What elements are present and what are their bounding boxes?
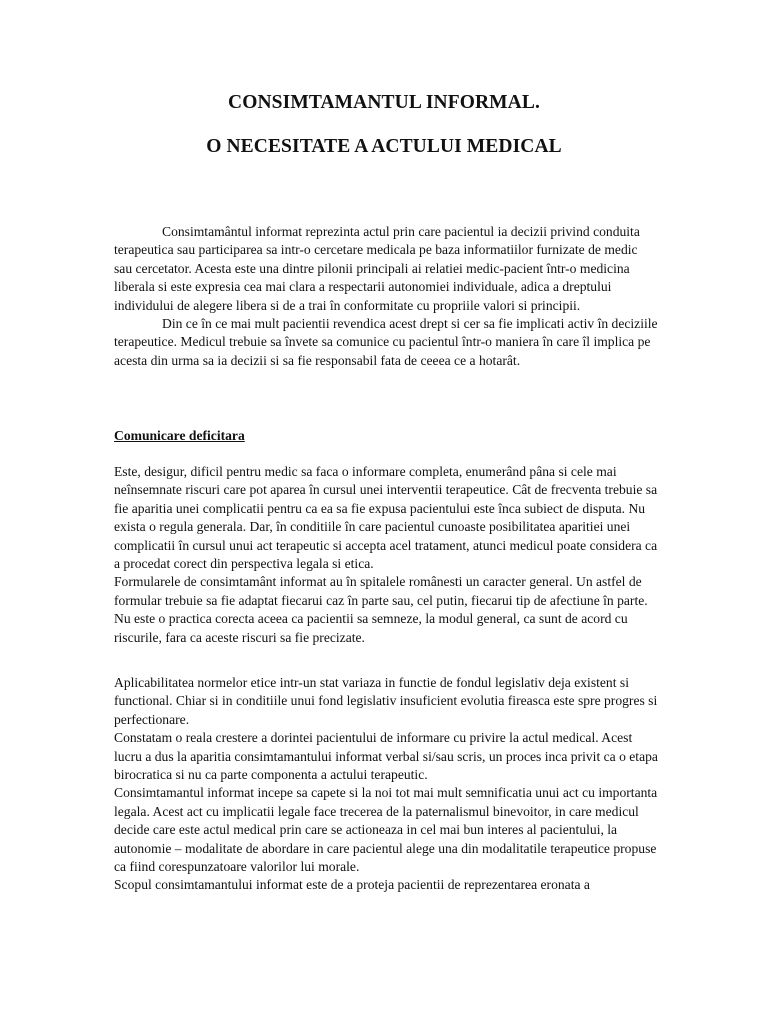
document-title-line-1: CONSIMTAMANTUL INFORMAL. [228,92,540,113]
section-paragraph-2: Formularele de consimtamânt informat au în spitalele românesti un caracter general. Un astfel de formular trebuie sa fie adaptat fiecarui caz în parte sau, cel putin, fiecarui tip de afectiune în parte. Nu este o practica corecta aceea ca pacientii sa semneze, la modul general, ca sunt de acord cu riscurile, fara ca aceste riscuri sa fie precizate. [114,574,648,645]
final-paragraph-3: Consimtamantul informat incepe sa capete si la noi tot mai mult semnificatia unui act cu importanta legala. Acest act cu implicatii legale face trecerea de la paternalismul binevoitor, in care medicul decide care este actul medical prin care se actioneaza in cel mai bun interes al pacientului, la autonomie – modalitate de abordare in care pacientul alege una din modalitatile terapeutice propuse ca fiind corespunzatoare valorilor lui morale. [114,785,658,875]
intro-paragraph-1: Consimtamântul informat reprezinta actul prin care pacientul ia decizii privind conduita terapeutica sau participarea sa intr-o cercetare medicala pe baza informatiilor furnizate de medic sau cercetator. Acesta este una dintre pilonii principali ai relatiei medic-pacient într-o medicina liberala si este expresia cea mai clara a respectarii autonomiei individuale, adica a dreptului individului de alegere libera si de a trai în conformitate cu propriile valori si principii. [114,224,640,313]
final-paragraph-2: Constatam o reala crestere a dorintei pacientului de informare cu privire la actul medical. Acest lucru a dus la aparitia consimtamantului informat verbal si/sau scris, un proces inca privit ca o etapa birocratica si nu ca parte componenta a actului terapeutic. [114,730,658,783]
final-paragraph-4: Scopul consimtamantului informat este de a proteja pacientii de reprezentarea eronata a [114,877,590,893]
section-heading: Comunicare deficitara [114,428,245,443]
section-body [114,463,659,647]
final-section [114,674,659,895]
intro-section [114,223,659,370]
document-title-line-2: O NECESITATE A ACTULUI MEDICAL [206,136,562,157]
final-paragraph-1: Aplicabilitatea normelor etice intr-un stat variaza in functie de fondul legislativ deja existent si functional. Chiar si in conditiile unui fond legislativ insuficient evolutia fireasca este spre progres si perfectionare. [114,675,658,727]
section-paragraph-1: Este, desigur, dificil pentru medic sa faca o informare completa, enumerând pâna si cele mai neînsemnate riscuri care pot aparea în cursul unei interventii terapeutice. Cât de frecventa trebuie sa fie aparitia unei complicatii pentru ca ea sa fie expusa pacientului este înca subiect de disputa. Nu exista o regula generala. Dar, în conditiile în care pacientul cunoaste posibilitatea aparitiei unei complicatii în cursul unui act terapeutic si accepta acel tratament, atunci medicul poate considera ca a procedat corect din perspectiva legala si etica. [114,464,658,572]
intro-paragraph-2: Din ce în ce mai mult pacientii revendica acest drept si cer sa fie implicati activ în deciziile terapeutice. Medicul trebuie sa învete sa comunice cu pacientul într-o maniera în care îl implica pe acesta din urma sa ia decizii si sa fie responsabil fata de ceeea ce a hotarât. [114,316,658,368]
